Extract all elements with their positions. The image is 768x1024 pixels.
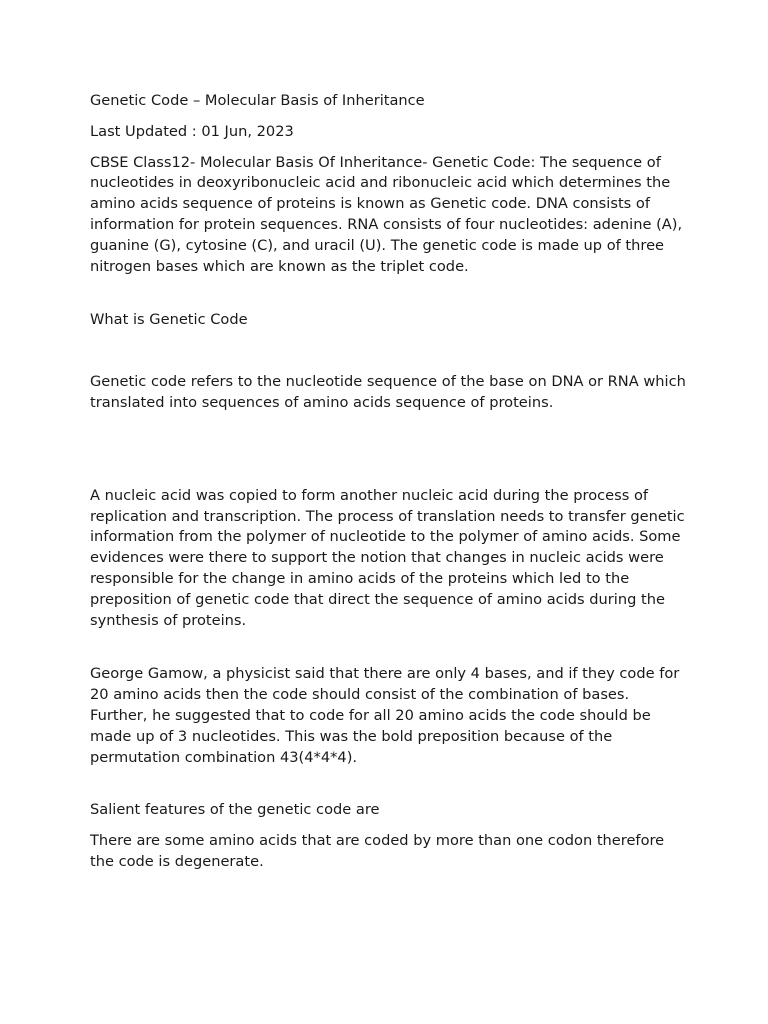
document-page <box>90 91 690 873</box>
gamow-paragraph: George Gamow, a physicist said that there are only 4 bases, and if they code for 20 amino acids then the code should consist of the combination of bases. Further, he suggested that to code for all 20 amino acids the code should be made up of 3 nucleotides. This was the bold preposition because of the permutation combination 43(4*4*4). <box>90 665 680 766</box>
document-title: Genetic Code – Molecular Basis of Inheritance <box>90 92 425 109</box>
definition-paragraph: Genetic code refers to the nucleotide sequence of the base on DNA or RNA which translated into sequences of amino acids sequence of proteins. <box>90 373 686 411</box>
degenerate-paragraph: There are some amino acids that are coded by more than one codon therefore the code is degenerate. <box>90 832 665 870</box>
last-updated-text: Last Updated : 01 Jun, 2023 <box>90 122 294 140</box>
heading-salient-features: Salient features of the genetic code are <box>90 801 380 819</box>
replication-paragraph: A nucleic acid was copied to form another nucleic acid during the process of replication and transcription. The process of translation needs to transfer genetic information from the polymer of nucleotide to the polymer of amino acids. Some evidences were there to support the notion that changes in nucleic acids were responsible for the change in amino acids of the proteins which led to the preposition of genetic code that direct the sequence of amino acids during the synthesis of proteins. <box>90 486 685 629</box>
intro-paragraph: CBSE Class12- Molecular Basis Of Inheritance- Genetic Code: The sequence of nucleotides in deoxyribonucleic acid and ribonucleic acid which determines the amino acids sequence of proteins is known as Genetic code. DNA consists of information for protein sequences. RNA consists of four nucleotides: adenine (A), guanine (G), cytosine (C), and uracil (U). The genetic code is made up of three nitrogen bases which are known as the triplet code. <box>90 153 683 275</box>
heading-what-is-genetic-code: What is Genetic Code <box>90 311 248 329</box>
